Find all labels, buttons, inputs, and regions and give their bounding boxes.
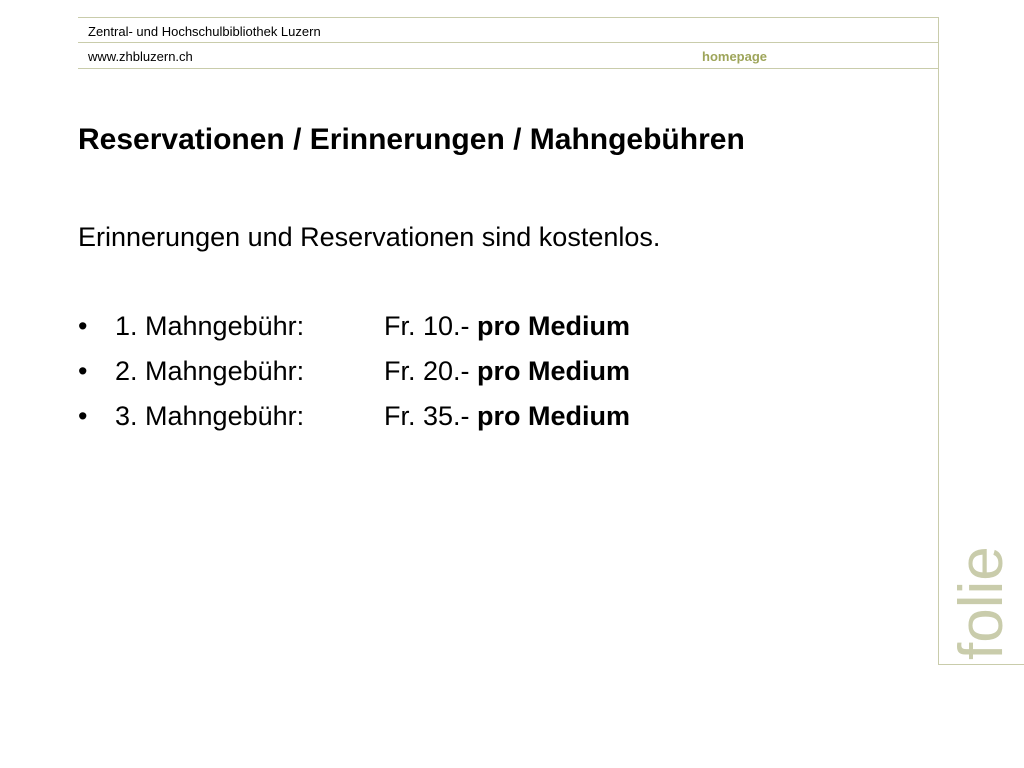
fee-amount bbox=[384, 309, 630, 343]
organization-name: Zentral- und Hochschulbibliothek Luzern bbox=[88, 24, 321, 39]
bullet-icon: • bbox=[78, 311, 88, 341]
bullet-icon: • bbox=[78, 401, 88, 431]
fee-amount bbox=[384, 354, 630, 388]
fee-label: 3. Mahngebühr: bbox=[115, 401, 305, 431]
fee-amount-value: Fr. 35.- bbox=[384, 401, 470, 431]
fee-amount-value: Fr. 10.- bbox=[384, 311, 470, 341]
slide-title: Reservationen / Erinnerungen / Mahngebühren bbox=[78, 123, 745, 156]
side-label-bottom-rule bbox=[938, 664, 1024, 665]
header-bottom-rule bbox=[78, 68, 939, 69]
bullet-icon: • bbox=[78, 356, 88, 386]
fee-amount-value: Fr. 20.- bbox=[384, 356, 470, 386]
right-frame-rule bbox=[938, 17, 939, 665]
header-top-rule bbox=[78, 17, 939, 18]
fee-unit: pro Medium bbox=[477, 401, 631, 431]
website-url: www.zhbluzern.ch bbox=[88, 49, 193, 64]
fee-amount bbox=[384, 399, 630, 433]
fee-label: 2. Mahngebühr: bbox=[115, 356, 305, 386]
intro-text: Erinnerungen und Reservationen sind kostenlos. bbox=[78, 222, 661, 252]
header-middle-rule bbox=[78, 42, 939, 43]
folie-side-label: folie bbox=[947, 546, 1016, 660]
fee-unit: pro Medium bbox=[477, 311, 631, 341]
fee-label: 1. Mahngebühr: bbox=[115, 311, 305, 341]
homepage-link[interactable]: homepage bbox=[702, 49, 768, 64]
fee-unit: pro Medium bbox=[477, 356, 631, 386]
